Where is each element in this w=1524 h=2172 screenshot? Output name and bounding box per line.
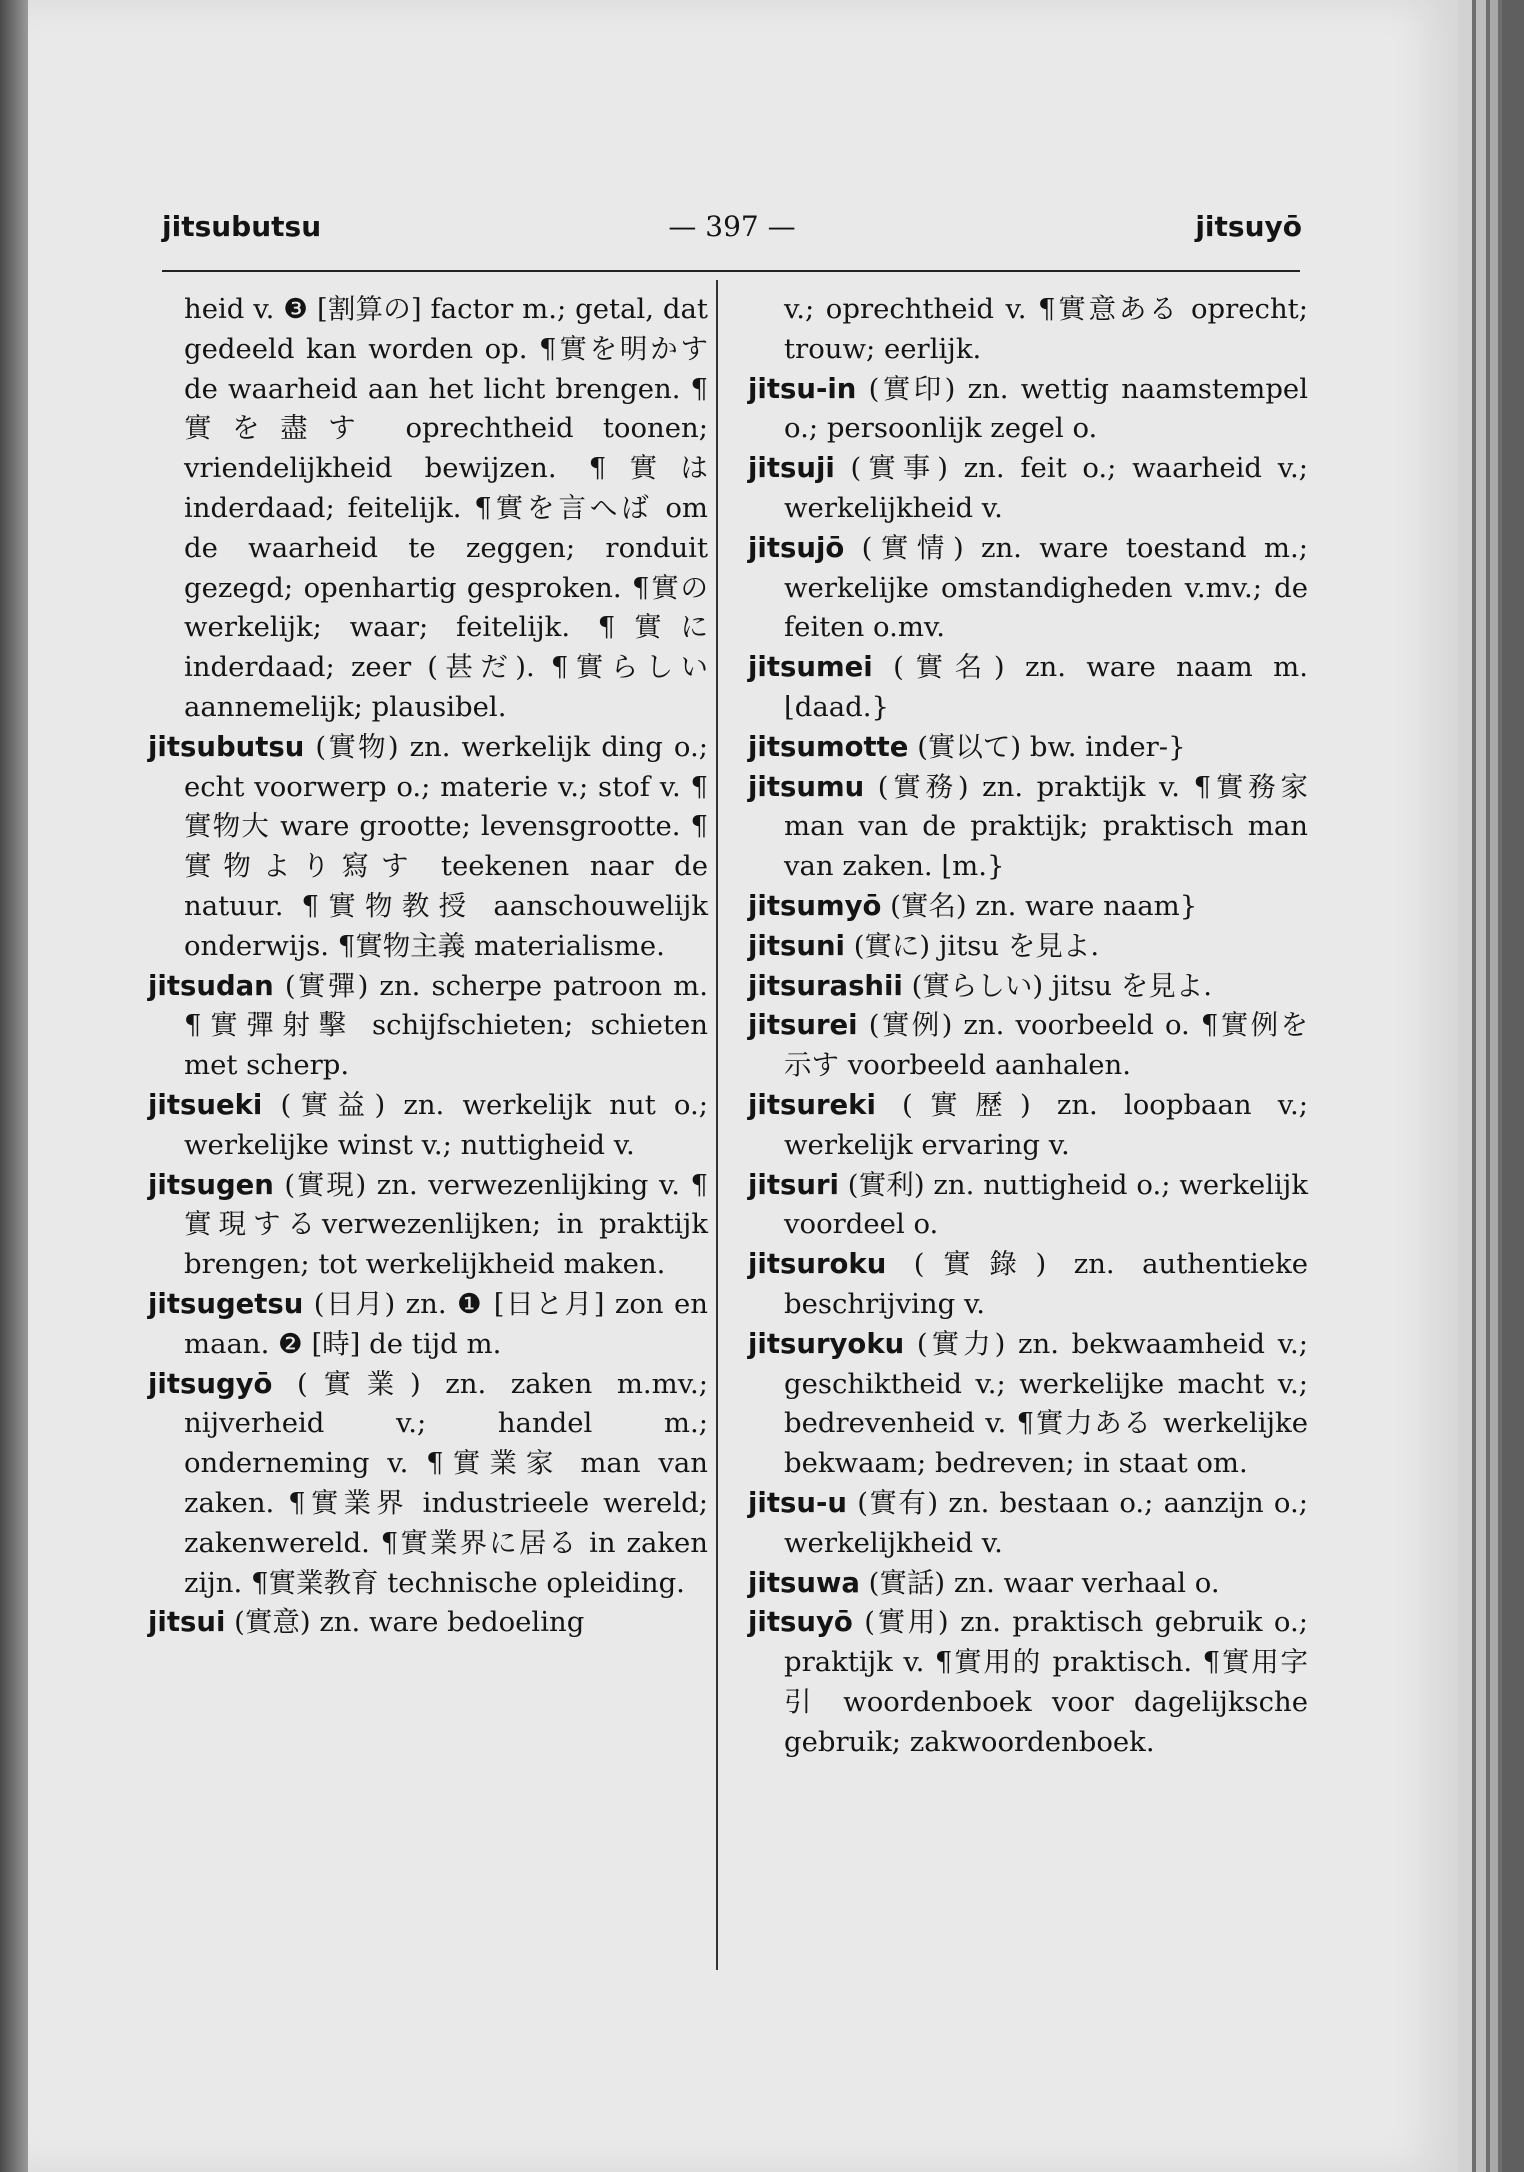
running-head	[162, 210, 1302, 258]
entry-definition: (實利) zn. nuttigheid o.; werkelijk voordeel o.	[784, 1168, 1308, 1241]
dictionary-entry	[148, 290, 708, 728]
left-column	[148, 290, 708, 1643]
dictionary-entry	[148, 967, 708, 1086]
entry-definition: (實意) zn. ware bedoeling	[234, 1606, 585, 1639]
entry-definition: v.; oprechtheid v. ¶實意ある oprecht; trouw; eerlijk.	[784, 293, 1308, 365]
entry-definition: (實益) zn. werkelijk nut o.; werkelijke winst v.; nuttigheid v.	[184, 1088, 708, 1161]
entry-headword: jitsuji	[748, 452, 835, 485]
entry-definition: (實事) zn. feit o.; waarheid v.; werkelijkheid v.	[784, 452, 1309, 524]
entry-definition: (實力) zn. bekwaamheid v.; geschiktheid v.; werkelijke macht v.; bedrevenheid v. ¶實力ある werkelijke bekwaam; bedreven; in staat om.	[784, 1327, 1308, 1480]
entry-headword: jitsuyō	[748, 1606, 853, 1639]
entry-definition: (實に) jitsu を見よ.	[853, 929, 1100, 962]
entry-headword: jitsubutsu	[148, 730, 305, 763]
dictionary-entry	[748, 728, 1308, 768]
entry-headword: jitsu-u	[748, 1486, 847, 1519]
entry-headword: jitsuri	[748, 1168, 839, 1201]
dictionary-entry	[148, 1285, 708, 1365]
entry-definition: (實歷) zn. loopbaan v.; werkelijk ervaring v.	[784, 1088, 1308, 1161]
entry-definition: (實彈) zn. scherpe patroon m. ¶實彈射擊 schijfschieten; schieten met scherp.	[184, 969, 708, 1082]
entry-headword: jitsugyō	[148, 1367, 273, 1400]
right-column	[748, 290, 1308, 1762]
dictionary-entry	[748, 370, 1308, 450]
entry-headword: jitsurei	[748, 1009, 858, 1042]
entry-definition: (實錄) zn. authentieke beschrijving v.	[784, 1248, 1309, 1320]
page-number: — 397 —	[668, 210, 796, 243]
entry-headword: jitsui	[148, 1606, 226, 1639]
dictionary-entry	[748, 927, 1308, 967]
page-edge	[1490, 0, 1498, 2172]
entry-definition: (實物) zn. werkelijk ding o.; echt voorwerp o.; materie v.; stof v. ¶實物大 ware grootte; levensgrootte. ¶實物より寫す teekenen naar de natuur. ¶實物教授 aanschouwelijk onderwijs. ¶實物主義 materialisme.	[184, 730, 708, 962]
entry-headword: jitsureki	[748, 1088, 876, 1121]
entry-definition: (實以て) bw. inder-}	[917, 730, 1186, 763]
dictionary-entry	[748, 1006, 1308, 1086]
book-cover-edge	[1502, 0, 1524, 2172]
header-rule	[162, 270, 1300, 272]
column-divider	[716, 280, 718, 1970]
dictionary-entry	[148, 1166, 708, 1285]
dictionary-entry	[748, 1245, 1308, 1325]
entry-definition: (實話) zn. waar verhaal o.	[868, 1566, 1220, 1599]
page-edge	[1458, 0, 1472, 2172]
entry-definition: (實例) zn. voorbeeld o. ¶實例を示す voorbeeld aanhalen.	[784, 1009, 1308, 1082]
dictionary-entry	[748, 290, 1308, 370]
entry-headword: jitsumyō	[748, 889, 882, 922]
dictionary-entry	[748, 887, 1308, 927]
entry-definition: (實情) zn. ware toestand m.; werkelijke omstandigheden v.mv.; de feiten o.mv.	[784, 531, 1308, 644]
entry-definition: (實らしい) jitsu を見よ.	[911, 969, 1213, 1002]
entry-headword: jitsujō	[748, 531, 845, 564]
dictionary-entry	[748, 529, 1308, 648]
entry-definition: (實印) zn. wettig naamstempel o.; persoonlijk zegel o.	[784, 372, 1308, 445]
entry-headword: jitsumotte	[748, 730, 909, 763]
entry-headword: jitsurashii	[748, 969, 903, 1002]
page-gutter-shadow	[0, 0, 28, 2172]
dictionary-entry	[748, 1603, 1308, 1762]
dictionary-entry	[748, 1484, 1308, 1564]
dictionary-entry	[748, 1086, 1308, 1166]
dictionary-entry	[748, 768, 1308, 887]
dictionary-entry	[748, 1325, 1308, 1484]
entry-headword: jitsumei	[748, 651, 873, 684]
entry-definition: (實有) zn. bestaan o.; aanzijn o.; werkelijkheid v.	[784, 1486, 1308, 1559]
dictionary-entry	[748, 1166, 1308, 1246]
dictionary-entry	[748, 967, 1308, 1007]
dictionary-entry	[148, 1603, 708, 1643]
entry-headword: jitsugetsu	[148, 1287, 304, 1320]
entry-definition: (實名) zn. ware naam}	[890, 889, 1198, 922]
entry-definition: heid v. ❸ [割算の] factor m.; getal, dat gedeeld kan worden op. ¶實を明かす de waarheid aan het licht brengen. ¶實を盡す oprechtheid toonen; vriendelijkheid bewijzen. ¶實は inderdaad; feitelijk. ¶實を言へば om de waarheid te zeggen; ronduit gezegd; openhartig gesproken. ¶實の werkelijk; waar; feitelijk. ¶實に inderdaad; zeer (甚だ). ¶實らしい aannemelijk; plausibel.	[184, 293, 708, 723]
entry-headword: jitsuni	[748, 929, 845, 962]
dictionary-entry	[148, 1086, 708, 1166]
entry-headword: jitsumu	[748, 770, 865, 803]
running-head-right: jitsuyō	[1195, 210, 1302, 243]
entry-definition: (實名) zn. ware naam m. ⌊daad.}	[784, 651, 1308, 723]
entry-definition: (實用) zn. praktisch gebruik o.; praktijk v. ¶實用的 praktisch. ¶實用字引 woordenboek voor dagelijksche gebruik; zakwoordenboek.	[784, 1606, 1308, 1758]
dictionary-entry	[748, 449, 1308, 529]
page-edge	[1476, 0, 1486, 2172]
dictionary-entry	[148, 1365, 708, 1604]
entry-definition: (實業) zn. zaken m.mv.; nijverheid v.; handel m.; onderneming v. ¶實業家 man van zaken. ¶實業界 industrieele wereld; zakenwereld. ¶實業界に居る in zaken zijn. ¶實業教育 technische opleiding.	[184, 1367, 708, 1599]
entry-headword: jitsu-in	[748, 372, 857, 405]
entry-headword: jitsuroku	[748, 1248, 887, 1281]
entry-definition: (實務) zn. praktijk v. ¶實務家 man van de praktijk; praktisch man van zaken. ⌊m.}	[784, 770, 1308, 883]
entry-headword: jitsugen	[148, 1168, 274, 1201]
entry-headword: jitsudan	[148, 969, 274, 1002]
dictionary-entry	[748, 1564, 1308, 1604]
dictionary-entry	[748, 648, 1308, 728]
running-head-left: jitsubutsu	[162, 210, 322, 243]
entry-definition: (日月) zn. ❶ [日と月] zon en maan. ❷ [時] de tijd m.	[184, 1287, 708, 1360]
dictionary-entry	[148, 728, 708, 967]
entry-headword: jitsuwa	[748, 1566, 860, 1599]
entry-headword: jitsueki	[148, 1088, 263, 1121]
entry-definition: (實現) zn. verwezenlijking v. ¶實現するverwezenlijken; in praktijk brengen; tot werkelijkheid maken.	[184, 1168, 708, 1281]
entry-headword: jitsuryoku	[748, 1327, 905, 1360]
